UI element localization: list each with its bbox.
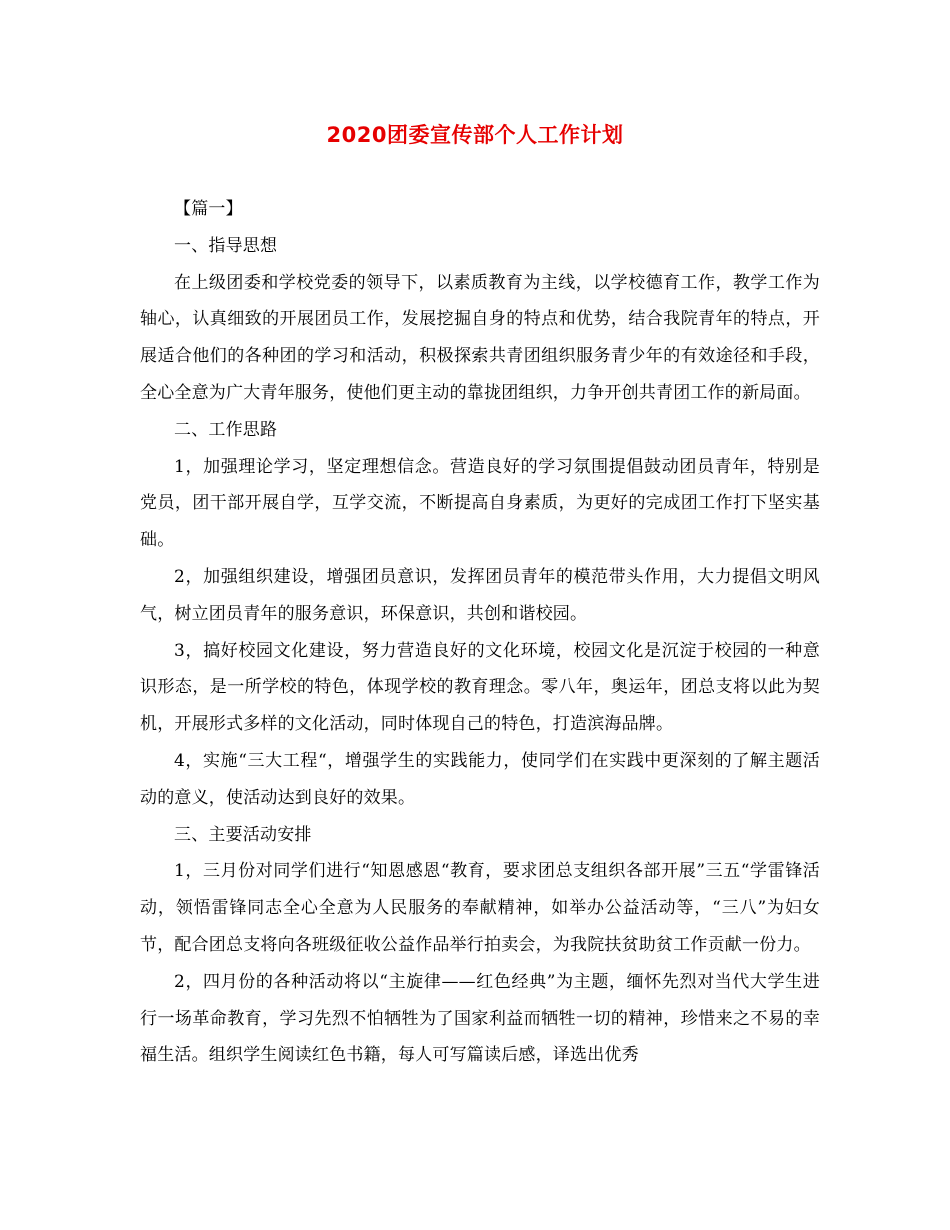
paragraph-schedule-1: 1，三月份对同学们进行“知恩感恩“教育，要求团总支组织各部开展”三五“学雷锋活动，领悟雷锋同志全心全意为人民服务的奉献精神，如举办公益活动等，“三八”为妇女节，配合团总支将向各班级征收公益作品举行拍卖会，为我院扶贫助贫工作贡献一份力。	[140, 861, 820, 955]
heading-work-approach: 二、工作思路	[174, 419, 278, 440]
paragraph-approach-3: 3，搞好校园文化建设，努力营造良好的文化环境，校园文化是沉淀于校园的一种意识形态，是一所学校的特色，体现学校的教育理念。零八年，奥运年，团总支将以此为契机，开展形式多样的文化活动，同时体现自己的特色，打造滨海品牌。	[140, 640, 820, 735]
heading-guiding-ideology: 一、指导思想	[174, 235, 278, 256]
document-body	[140, 191, 820, 1074]
document-title: 2020团委宣传部个人工作计划	[326, 123, 624, 147]
paragraph-schedule-2: 2，四月份的各种活动将以“主旋律——红色经典”为主题，缅怀先烈对当代大学生进行一场革命教育，学习先烈不怕牺牲为了国家利益而牺牲一切的精神，珍惜来之不易的幸福生活。组织学生阅读红色书籍，每人可写篇读后感，译选出优秀	[140, 971, 820, 1066]
heading-activity-schedule: 三、主要活动安排	[174, 824, 312, 845]
paragraph-approach-4: 4，实施“三大工程“，增强学生的实践能力，使同学们在实践中更深刻的了解主题活动的意义，使活动达到良好的效果。	[140, 750, 820, 808]
paragraph-approach-1: 1，加强理论学习，坚定理想信念。营造良好的学习氛围提倡鼓动团员青年，特别是党员，团干部开展自学，互学交流，不断提高自身素质，为更好的完成团工作打下坚实基础。	[140, 456, 820, 551]
paragraph-approach-2: 2，加强组织建设，增强团员意识，发挥团员青年的模范带头作用，大力提倡文明风气，树立团员青年的服务意识，环保意识，共创和谐校园。	[140, 566, 820, 624]
paragraph-guiding-ideology: 在上级团委和学校党委的领导下，以素质教育为主线，以学校德育工作，教学工作为轴心，认真细致的开展团员工作，发展挖掘自身的特点和优势，结合我院青年的特点，开展适合他们的各种团的学习和活动，积极探索共青团组织服务青少年的有效途径和手段，全心全意为广大青年服务，使他们更主动的靠拢团组织，力争开创共青团工作的新局面。	[140, 272, 820, 403]
section-marker: 【篇一】	[174, 199, 243, 219]
